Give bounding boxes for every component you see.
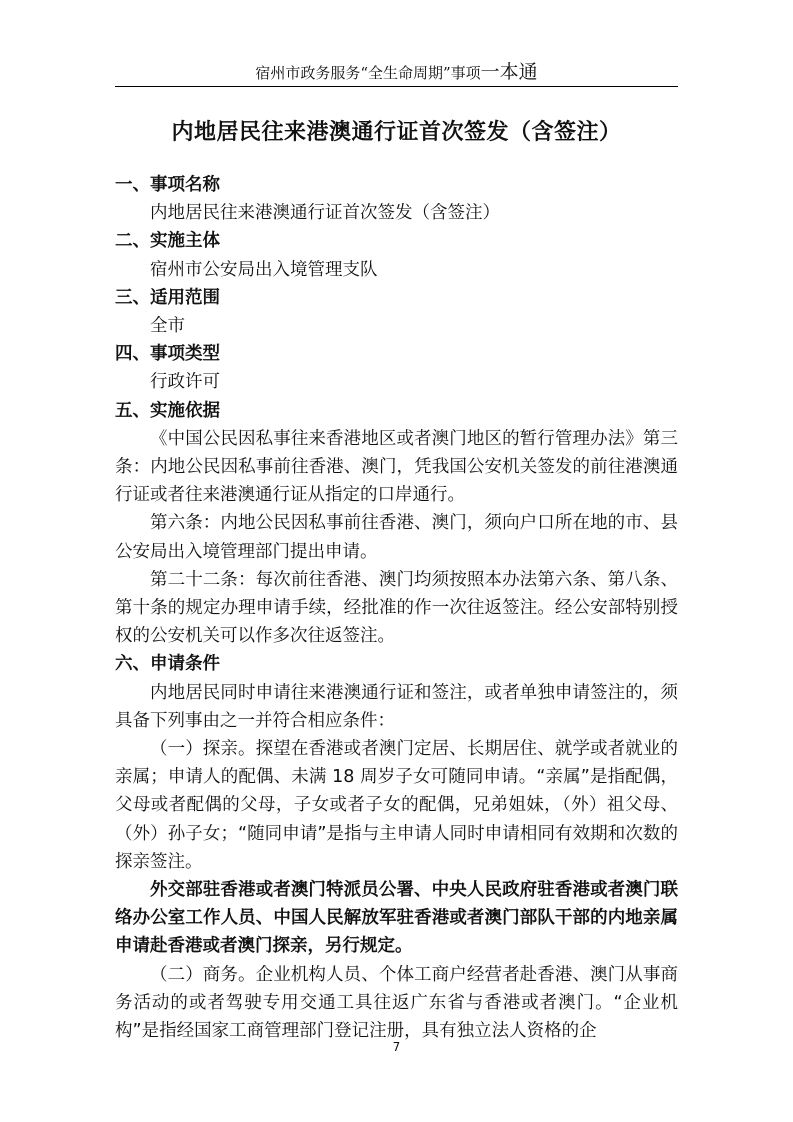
basis-paragraph-3: 第二十二条：每次前往香港、澳门均须按照本办法第六条、第八条、第十条的规定办理申请手续，经批准的作一次往返签注。经公安部特别授权的公安机关可以作多次往返签注。	[115, 569, 678, 647]
basis-paragraph-2: 第六条：内地公民因私事前往香港、澳门，须向户口所在地的市、县公安局出入境管理部门提出申请。	[115, 513, 678, 562]
section-heading-basis: 五、实施依据	[115, 400, 220, 421]
section-heading-conditions: 六、申请条件	[115, 654, 220, 675]
section-heading-name: 一、事项名称	[115, 175, 220, 195]
section-heading-scope: 三、适用范围	[115, 287, 220, 308]
section-heading-type: 四、事项类型	[115, 344, 220, 365]
conditions-item-visit: （一）探亲。探望在香港或者澳门定居、长期居住、就学或者就业的亲属；申请人的配偶、未满 18 周岁子女可随同申请。“亲属”是指配偶，父母或者配偶的父母，子女或者子女的配偶，兄弟姐妹，（外）祖父母、（外）孙子女；“随同申请”是指与主申请人同时申请相同有效期和次数的探亲签注。	[115, 739, 678, 872]
section-value-scope: 全市	[150, 316, 185, 337]
conditions-bold-note: 外交部驻香港或者澳门特派员公署、中央人民政府驻香港或者澳门联络办公室工作人员、中国人民解放军驻香港或者澳门部队干部的内地亲属申请赴香港或者澳门探亲，另行规定。	[115, 880, 678, 957]
page-number: 7	[392, 1040, 401, 1054]
conditions-item-business: （二）商务。企业机构人员、个体工商户经营者赴香港、澳门从事商务活动的或者驾驶专用交通工具往返广东省与香港或者澳门。“企业机构”是指经国家工商管理部门登记注册，具有独立法人资格的企	[115, 964, 678, 1042]
running-header	[0, 62, 793, 83]
document-body	[115, 171, 678, 1045]
basis-paragraph-1: 《中国公民因私事往来香港地区或者澳门地区的暂行管理办法》第三条：内地公民因私事前往香港、澳门，凭我国公安机关签发的前往港澳通行证或者往来港澳通行证从指定的口岸通行。	[115, 428, 678, 506]
document-title: 内地居民往来港澳通行证首次签发（含签注）	[171, 120, 622, 145]
conditions-intro: 内地居民同时申请往来港澳通行证和签注，或者单独申请签注的，须具备下列事由之一并符合相应条件：	[115, 682, 678, 731]
header-rule	[115, 86, 678, 87]
section-value-type: 行政许可	[150, 372, 220, 393]
section-heading-agency: 二、实施主体	[115, 231, 220, 252]
section-value-agency: 宿州市公安局出入境管理支队	[150, 259, 378, 280]
section-value-name: 内地居民往来港澳通行证首次签发（含签注）	[150, 203, 500, 224]
header-suffix: 一本通	[480, 61, 538, 83]
header-prefix: 宿州市政务服务“全生命周期”事项	[255, 64, 481, 82]
